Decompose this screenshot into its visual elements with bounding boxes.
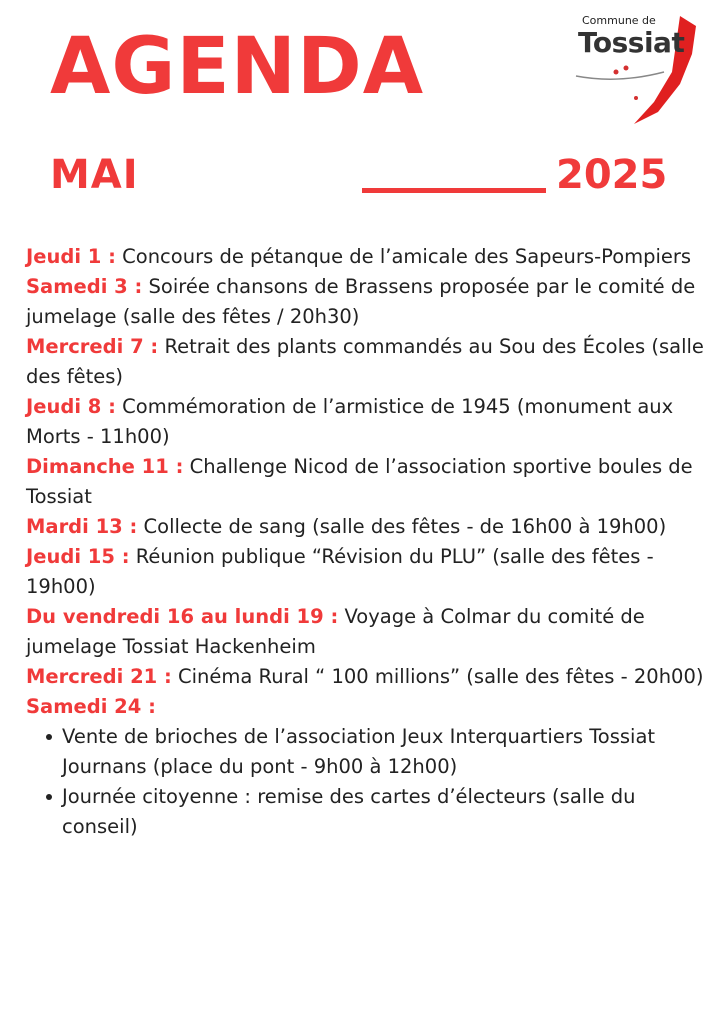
event-item — [26, 542, 706, 602]
event-text: Voyage à Colmar du comité de jumelage Tossiat Hackenheim — [26, 605, 645, 658]
logo-commune-text: Commune de — [582, 14, 656, 27]
sub-event-item: Vente de brioches de l’association Jeux Interquartiers Tossiat Journans (place du pont - 9h00 à 12h00) — [62, 722, 706, 782]
event-text: Cinéma Rural “ 100 millions” (salle des fêtes - 20h00) — [178, 665, 704, 688]
month-label: MAI — [50, 152, 139, 198]
event-text: Retrait des plants commandés au Sou des Écoles (salle des fêtes) — [26, 335, 704, 388]
event-item — [26, 332, 706, 392]
event-item — [26, 692, 706, 722]
event-date: Samedi 3 : — [26, 275, 143, 298]
sub-event-item: Journée citoyenne : remise des cartes d’électeurs (salle du conseil) — [62, 782, 706, 842]
event-text: Soirée chansons de Brassens proposée par le comité de jumelage (salle des fêtes / 20h30) — [26, 275, 696, 328]
event-date: Mercredi 21 : — [26, 665, 172, 688]
agenda-title: AGENDA — [50, 22, 425, 112]
header-divider — [362, 188, 546, 193]
event-date: Du vendredi 16 au lundi 19 : — [26, 605, 339, 628]
event-text: Commémoration de l’armistice de 1945 (monument aux Morts - 11h00) — [26, 395, 674, 448]
events-list — [26, 242, 706, 842]
event-date: Mardi 13 : — [26, 515, 138, 538]
event-item — [26, 392, 706, 452]
event-text: Concours de pétanque de l’amicale des Sapeurs-Pompiers — [122, 245, 692, 268]
event-date: Jeudi 15 : — [26, 545, 130, 568]
event-item — [26, 512, 706, 542]
event-date: Samedi 24 : — [26, 695, 156, 718]
event-date: Jeudi 1 : — [26, 245, 116, 268]
event-text: Réunion publique “Révision du PLU” (salle des fêtes - 19h00) — [26, 545, 654, 598]
logo-town-name: Tossiat — [578, 26, 685, 59]
event-date: Jeudi 8 : — [26, 395, 116, 418]
sub-event-list — [26, 722, 706, 842]
event-date: Dimanche 11 : — [26, 455, 184, 478]
event-item — [26, 272, 706, 332]
event-item — [26, 452, 706, 512]
event-date: Mercredi 7 : — [26, 335, 159, 358]
event-item — [26, 242, 706, 272]
event-text: Challenge Nicod de l’association sportive boules de Tossiat — [26, 455, 693, 508]
event-item — [26, 602, 706, 662]
year-label: 2025 — [556, 152, 668, 198]
event-text: Collecte de sang (salle des fêtes - de 16h00 à 19h00) — [143, 515, 667, 538]
event-item — [26, 662, 706, 692]
tossiat-logo — [568, 10, 700, 126]
